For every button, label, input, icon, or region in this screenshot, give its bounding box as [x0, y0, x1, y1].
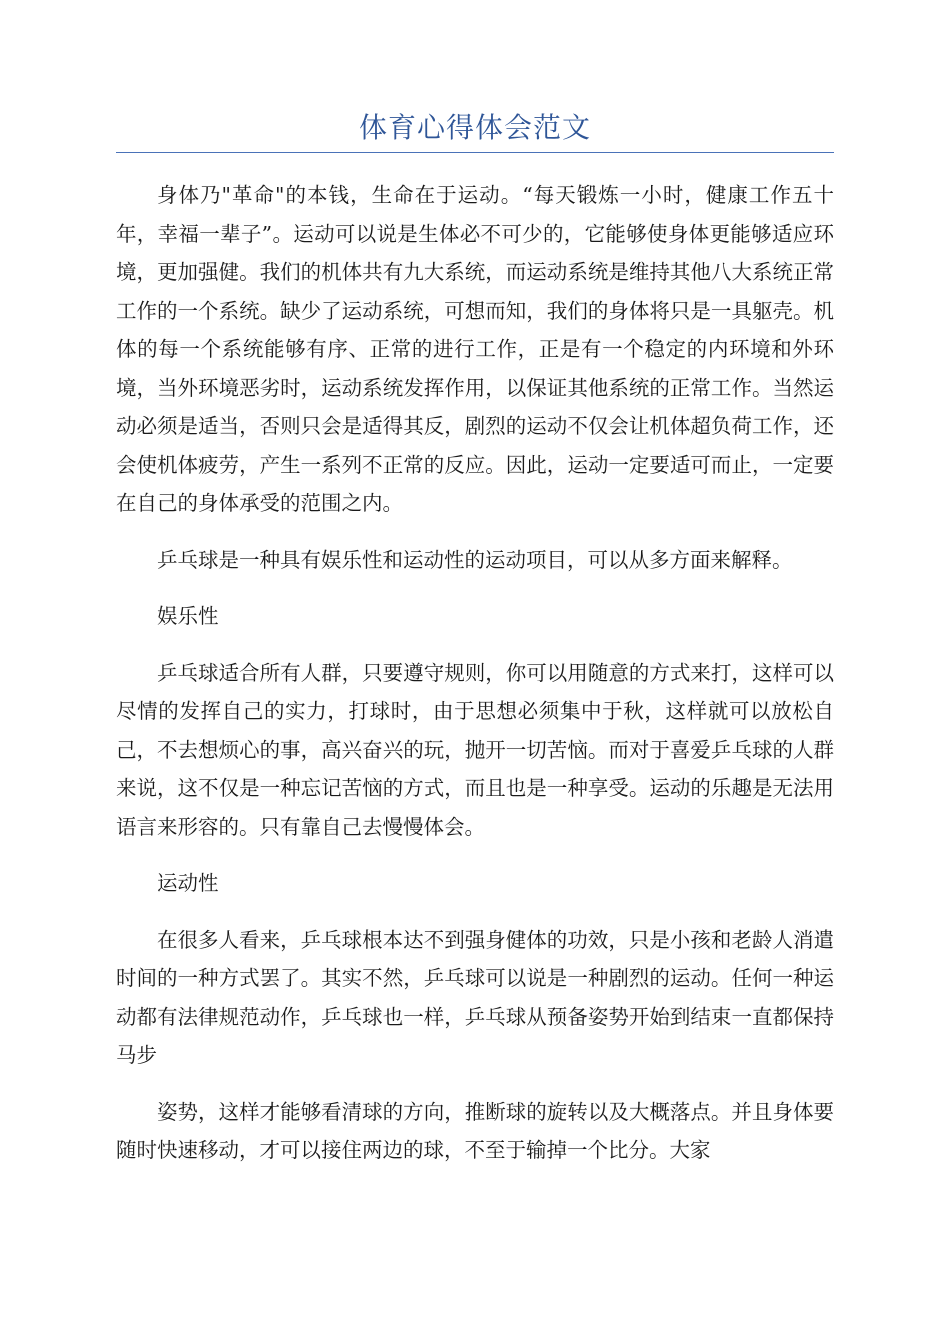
- section-heading-athletic: 运动性: [157, 871, 219, 895]
- paragraph-entertainment: 乒乓球适合所有人群，只要遵守规则，你可以用随意的方式来打，这样可以尽情的发挥自己的实力，打球时，由于思想必须集中于秋，这样就可以放松自己，不去想烦心的事，高兴奋兴的玩，抛开一切苦恼。而对于喜爱乒乓球的人群来说，这不仅是一种忘记苦恼的方式，而且也是一种享受。运动的乐趣是无法用语言来形容的。只有靠自己去慢慢体会。: [116, 660, 834, 839]
- paragraph-posture: 姿势，这样才能够看清球的方向，推断球的旋转以及大概落点。并且身体要随时快速移动，才可以接住两边的球，不至于输掉一个比分。大家: [116, 1099, 834, 1162]
- document-title: 体育心得体会范文: [358, 111, 591, 144]
- paragraph-athletic: 在很多人看来，乒乓球根本达不到强身健体的功效，只是小孩和老龄人消遣时间的一种方式罢了。其实不然，乒乓球可以说是一种剧烈的运动。任何一种运动都有法律规范动作，乒乓球也一样，乒乓球从预备姿势开始到结束一直都保持马步: [116, 927, 834, 1067]
- section-heading-entertainment: 娱乐性: [157, 604, 219, 628]
- document-body: [116, 176, 834, 1188]
- paragraph-intro: 身体乃"革命"的本钱，生命在于运动。“每天锻炼一小时，健康工作五十年，幸福一辈子”。运动可以说是生体必不可少的，它能够使身体更能够适应环境，更加强健。我们的机体共有九大系统，而运动系统是维持其他八大系统正常工作的一个系统。缺少了运动系统，可想而知，我们的身体将只是一具躯壳。机体的每一个系统能够有序、正常的进行工作，正是有一个稳定的内环境和外环境，当外环境恶劣时，运动系统发挥作用，以保证其他系统的正常工作。当然运动必须是适当，否则只会是适得其反，剧烈的运动不仅会让机体超负荷工作，还会使机体疲劳，产生一系列不正常的反应。因此，运动一定要适可而止，一定要在自己的身体承受的范围之内。: [116, 183, 834, 515]
- paragraph-ping-pong-overview: 乒乓球是一种具有娱乐性和运动性的运动项目，可以从多方面来解释。: [157, 547, 793, 572]
- title-underline: [116, 152, 834, 153]
